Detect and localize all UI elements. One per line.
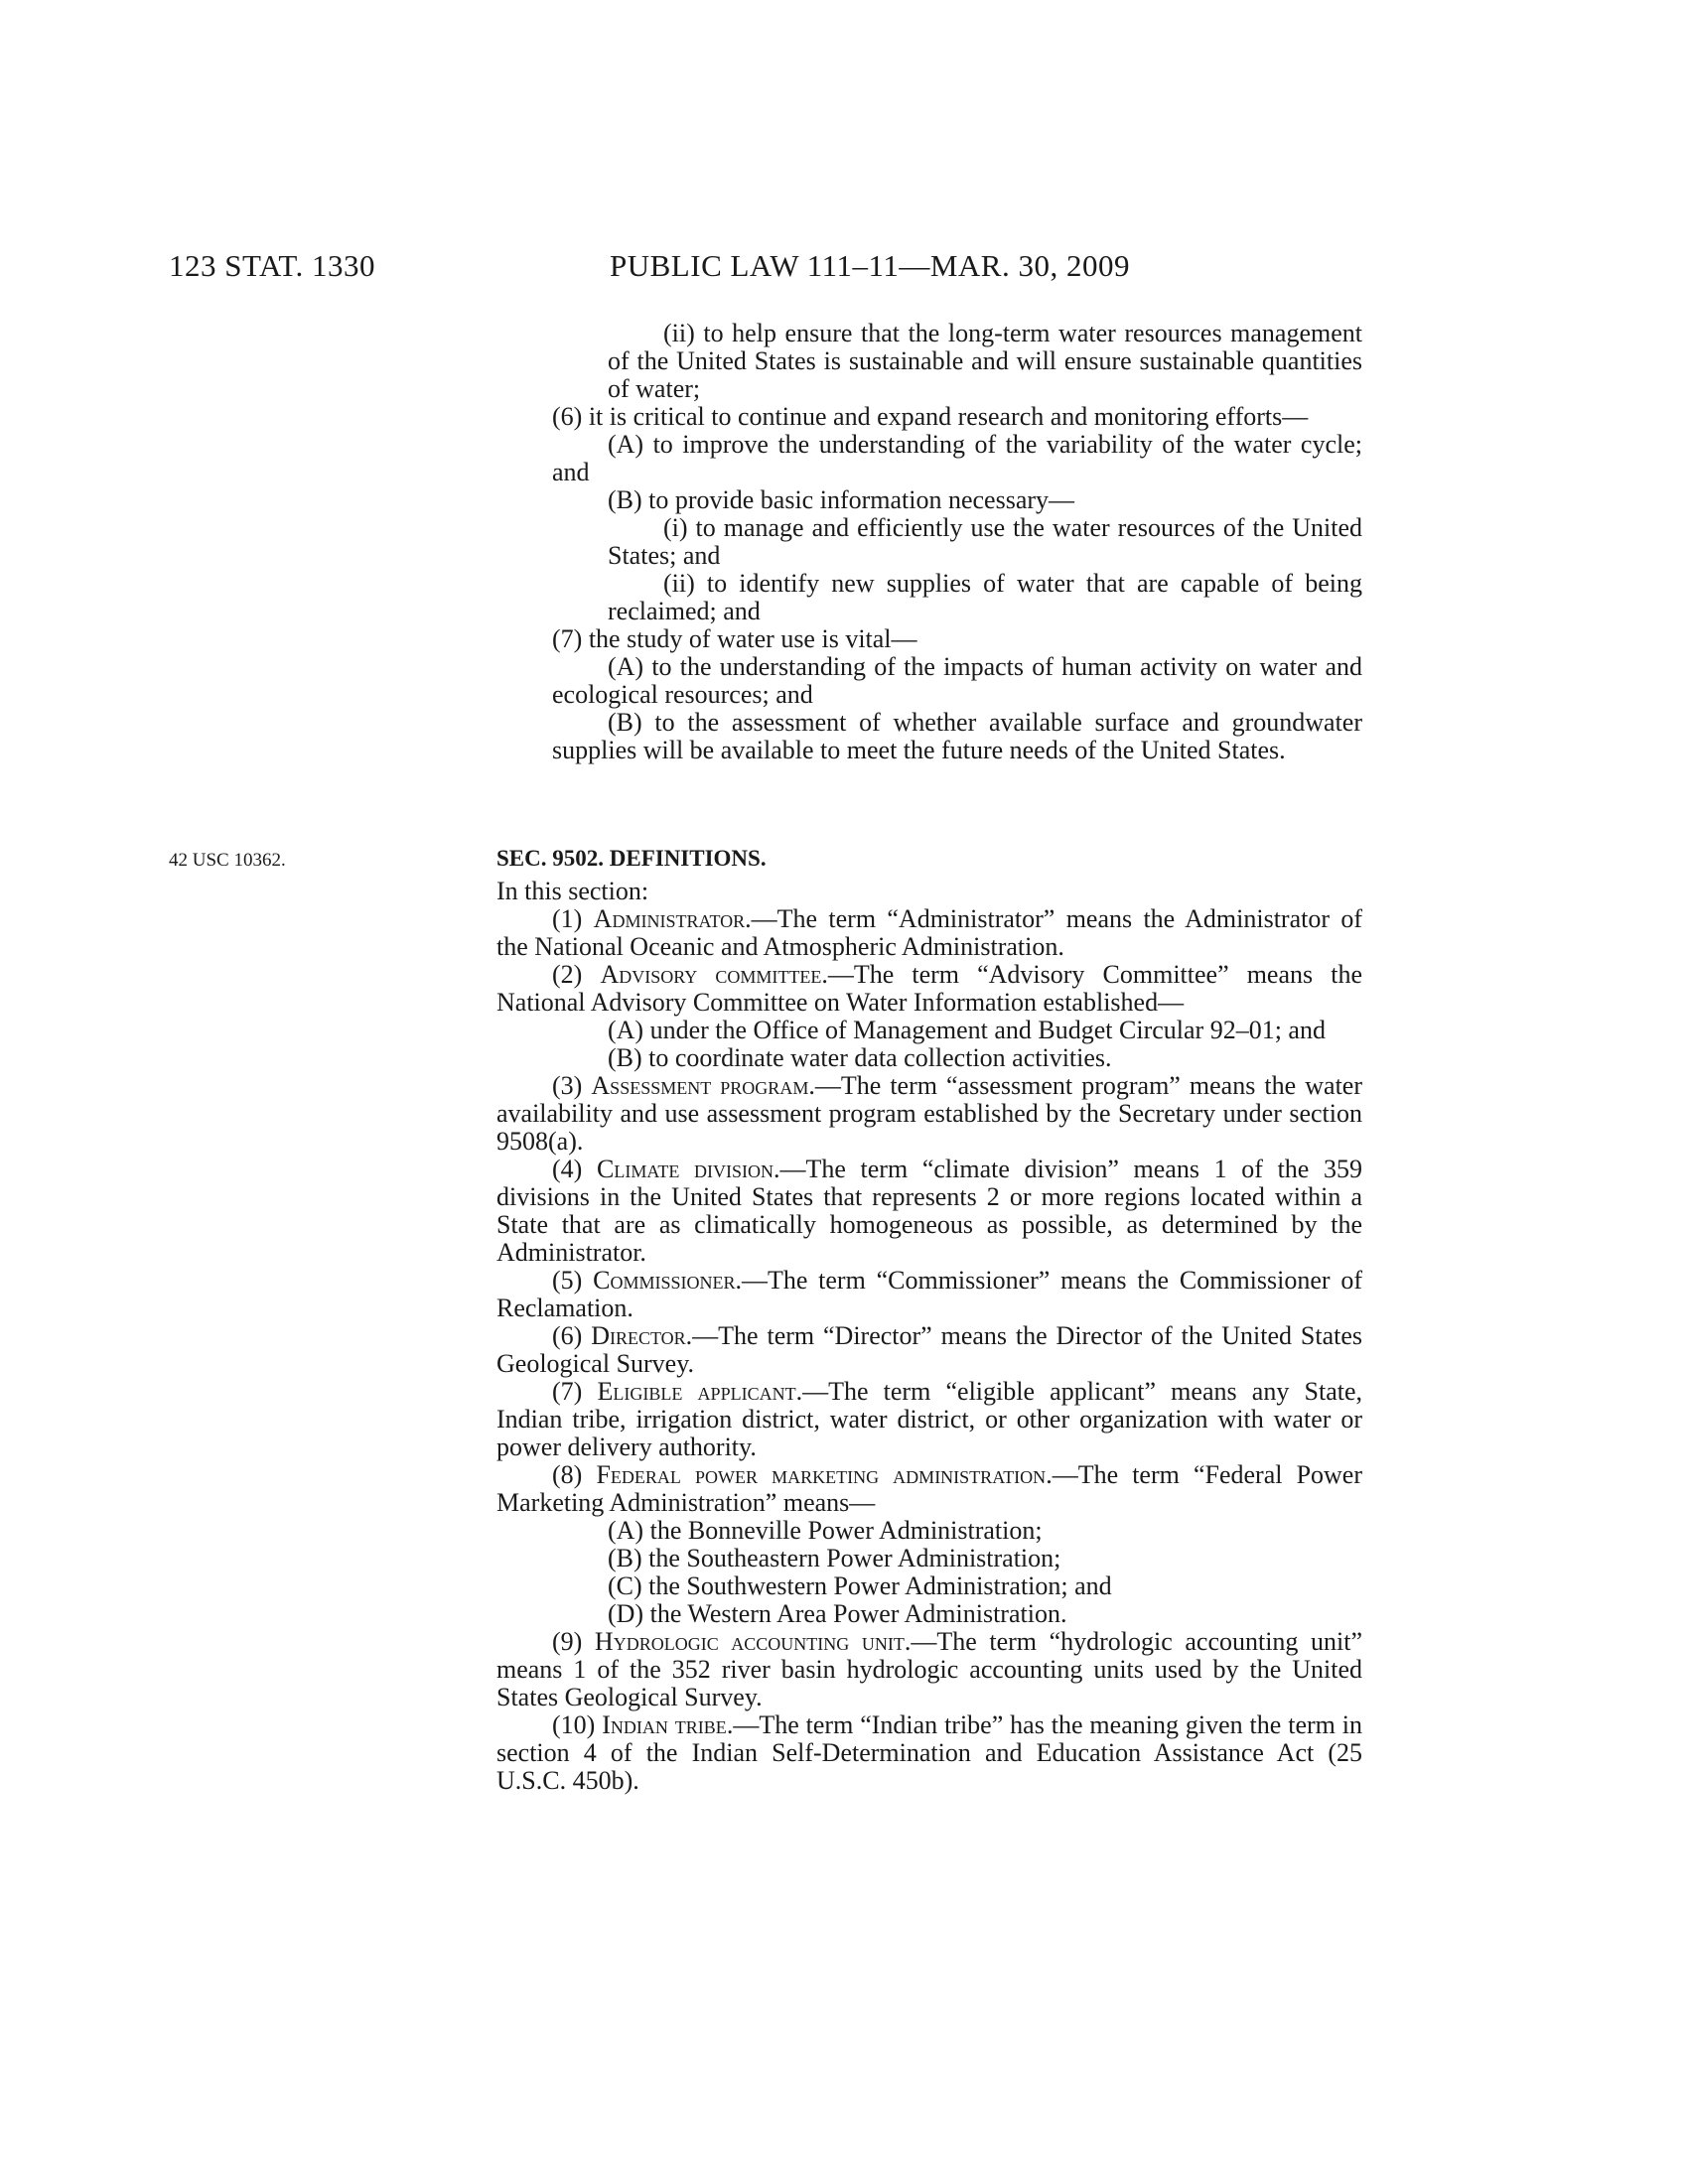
- definition-fpma-B: (B) the Southeastern Power Administration;: [608, 1544, 1061, 1572]
- paragraph-6: (6) it is critical to continue and expand research and monitoring efforts—: [552, 402, 1309, 431]
- definition-fpma-C: (C) the Southwestern Power Administration; and: [608, 1571, 1112, 1600]
- paragraph-7-B: (B) to the assessment of whether available surface and groundwater supplies will be available to meet the future needs of the United States.: [552, 708, 1362, 764]
- definition-assessment-program: (3) Assessment program.—The term “assessment program” means the water availability and use assessment program established by the Secretary under section 9508(a).: [496, 1071, 1362, 1156]
- definition-hydrologic-accounting-unit: (9) Hydrologic accounting unit.—The term “hydrologic accounting unit” means 1 of the 352 river basin hydrologic accounting units used by the United States Geological Survey.: [496, 1627, 1363, 1711]
- definition-eligible-applicant: (7) Eligible applicant.—The term “eligible applicant” means any State, Indian tribe, irrigation district, water district, or other organization with water or power delivery authority.: [496, 1377, 1362, 1461]
- definition-commissioner: (5) Commissioner.—The term “Commissioner” means the Commissioner of Reclamation.: [496, 1266, 1362, 1322]
- statute-page-number: 123 STAT. 1330: [169, 248, 376, 283]
- section-intro: In this section:: [496, 877, 649, 905]
- paragraph-7: (7) the study of water use is vital—: [552, 624, 917, 653]
- definitions-body: [496, 877, 1363, 1795]
- definition-administrator: (1) Administrator.—The term “Administrator” means the Administrator of the National Oceanic and Atmospheric Administration.: [496, 904, 1362, 961]
- definition-fpma-D: (D) the Western Area Power Administration.: [608, 1599, 1067, 1628]
- definition-advisory-committee-A: (A) under the Office of Management and Budget Circular 92–01; and: [608, 1016, 1326, 1044]
- public-law-title: PUBLIC LAW 111–11—MAR. 30, 2009: [610, 248, 1130, 283]
- definition-fpma-A: (A) the Bonneville Power Administration;: [608, 1516, 1043, 1545]
- definition-advisory-committee: (2) Advisory committee.—The term “Advisory Committee” means the National Advisory Committee on Water Information established—: [496, 960, 1363, 1017]
- findings-continuation: [552, 320, 1362, 764]
- paragraph-6-B-i: (i) to manage and efficiently use the water resources of the United States; and: [608, 513, 1362, 570]
- paragraph-6-B: (B) to provide basic information necessary—: [608, 485, 1075, 514]
- definition-advisory-committee-B: (B) to coordinate water data collection activities.: [608, 1043, 1112, 1072]
- section-heading: SEC. 9502. DEFINITIONS.: [496, 846, 767, 871]
- definition-climate-division: (4) Climate division.—The term “climate division” means 1 of the 359 divisions in the United States that represents 2 or more regions located within a State that are as climatically homogeneous as possible, as determined by the Administrator.: [496, 1155, 1363, 1267]
- definition-federal-power-marketing-administration: (8) Federal power marketing administration.—The term “Federal Power Marketing Administration” means—: [496, 1460, 1362, 1517]
- usc-sidenote: 42 USC 10362.: [169, 850, 286, 871]
- paragraph-7-A: (A) to the understanding of the impacts of human activity on water and ecological resources; and: [552, 652, 1362, 709]
- paragraph-6-A: (A) to improve the understanding of the variability of the water cycle; and: [552, 430, 1362, 486]
- paragraph-6-B-ii: (ii) to identify new supplies of water that are capable of being reclaimed; and: [608, 569, 1362, 625]
- definition-director: (6) Director.—The term “Director” means the Director of the United States Geological Survey.: [496, 1321, 1362, 1378]
- paragraph-5-ii: (ii) to help ensure that the long-term water resources management of the United States is sustainable and will ensure sustainable quantities of water;: [608, 319, 1362, 403]
- definition-indian-tribe: (10) Indian tribe.—The term “Indian tribe” has the meaning given the term in section 4 of the Indian Self-Determination and Education Assistance Act (25 U.S.C. 450b).: [496, 1710, 1363, 1795]
